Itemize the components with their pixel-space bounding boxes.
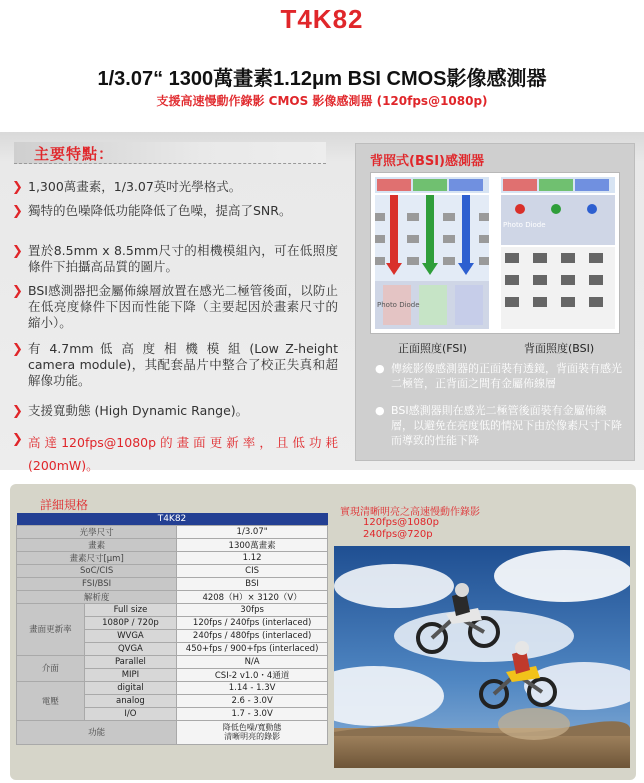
spec-table (16, 513, 328, 745)
chevron-right-icon: ❯ (12, 180, 23, 195)
photo-fps: 120fps@1080p 240fps@720p (363, 517, 439, 540)
bsi-bullet: ● BSI感測器則在感光二極管後面裝有金屬佈線層，以避免在亮度低的情況下由於像素尺寸下降而導致的性能下降 (375, 404, 622, 447)
product-title: T4K82 (280, 4, 364, 34)
table-row: 畫素 1300萬畫素 (17, 538, 328, 551)
table-row: 光學尺寸 1/3.07" (17, 525, 328, 538)
table-row: 介面 Parallel N/A (17, 655, 328, 668)
headline: 1/3.07“ 1300萬畫素1.12μm BSI CMOS影像感測器 (97, 68, 547, 90)
chevron-right-icon: ❯ (12, 244, 23, 259)
chevron-right-icon: ❯ (12, 432, 23, 447)
feature-item: ❯ 獨特的色噪降低功能降低了色噪，提高了SNR。 (12, 203, 292, 219)
sensor-structure-illustration (371, 173, 621, 335)
table-row: 電壓 digital 1.14 - 1.3V (17, 681, 328, 694)
motocross-photo (334, 546, 630, 768)
table-row: FSI/BSI BSI (17, 577, 328, 590)
bsi-bullet: ● 傳統影像感測器的正面裝有透鏡，背面裝有感光二極管，正背面之間有金屬佈線層 (375, 362, 622, 390)
fsi-label: 正面照度(FSI) (398, 342, 467, 355)
table-row: analog 2.6 - 3.0V (17, 694, 328, 707)
features-title: 主要特點： (34, 145, 115, 163)
table-row: 畫面更新率 Full size 30fps (17, 603, 328, 616)
chevron-right-icon: ❯ (12, 404, 23, 419)
table-row: MIPI CSI-2 v1.0・4通道 (17, 668, 328, 681)
feature-item: ❯ 高達120fps@1080p的畫面更新率，且低功耗 (200mW)。 (12, 432, 338, 473)
feature-item: ❯ BSI感測器把金屬佈線層放置在感光二極管後面，以防止在低亮度條件下因而性能下降（主要起因於畫素尺寸的縮小）。 (12, 283, 338, 330)
bsi-title: 背照式(BSI)感測器 (370, 154, 484, 169)
table-row: 功能 降低色噪/寬動態 清晰明亮的錄影 (17, 720, 328, 744)
table-row: 畫素尺寸[μm] 1.12 (17, 551, 328, 564)
table-row: 解析度 4208（H）× 3120（V） (17, 590, 328, 603)
specs-label: 詳細規格 (40, 498, 89, 512)
table-row: I/O 1.7 - 3.0V (17, 707, 328, 720)
feature-item: ❯ 支援寬動態 (High Dynamic Range)。 (12, 403, 249, 419)
table-row: SoC/CIS CIS (17, 564, 328, 577)
fsi-bsi-diagram (370, 172, 620, 334)
spec-table-header: T4K82 (17, 513, 328, 525)
motocross-image (334, 546, 630, 768)
chevron-right-icon: ❯ (12, 342, 23, 357)
photo-diode-label: Photo Diode (503, 221, 546, 229)
feature-item: ❯ 1,300萬畫素，1/3.07英吋光學格式。 (12, 179, 242, 195)
table-row: WVGA 240fps / 480fps (interlaced) (17, 629, 328, 642)
feature-item: ❯ 置於8.5mm x 8.5mm尺寸的相機模組內，可在低照度條件下拍攝高品質的圖片。 (12, 243, 338, 274)
subheadline: 支援高速慢動作錄影 CMOS 影像感測器 (120fps@1080p) (156, 94, 488, 108)
table-row: 1080P / 720p 120fps / 240fps (interlaced) (17, 616, 328, 629)
chevron-right-icon: ❯ (12, 284, 23, 299)
photo-caption: 實現清晰明亮之高速慢動作錄影 (340, 507, 480, 518)
table-row: QVGA 450+fps / 900+fps (interlaced) (17, 642, 328, 655)
feature-item: ❯ 有 4.7mm 低 高 度 相 機 模 組 (Low Z-height camera module)，其配套晶片中整合了校正失真和超解像功能。 (12, 341, 338, 388)
photo-diode-label: Photo Diode (377, 301, 420, 309)
chevron-right-icon: ❯ (12, 204, 23, 219)
bsi-label: 背面照度(BSI) (524, 342, 595, 355)
bullet-dot-icon: ● (375, 362, 385, 375)
bullet-dot-icon: ● (375, 404, 385, 417)
